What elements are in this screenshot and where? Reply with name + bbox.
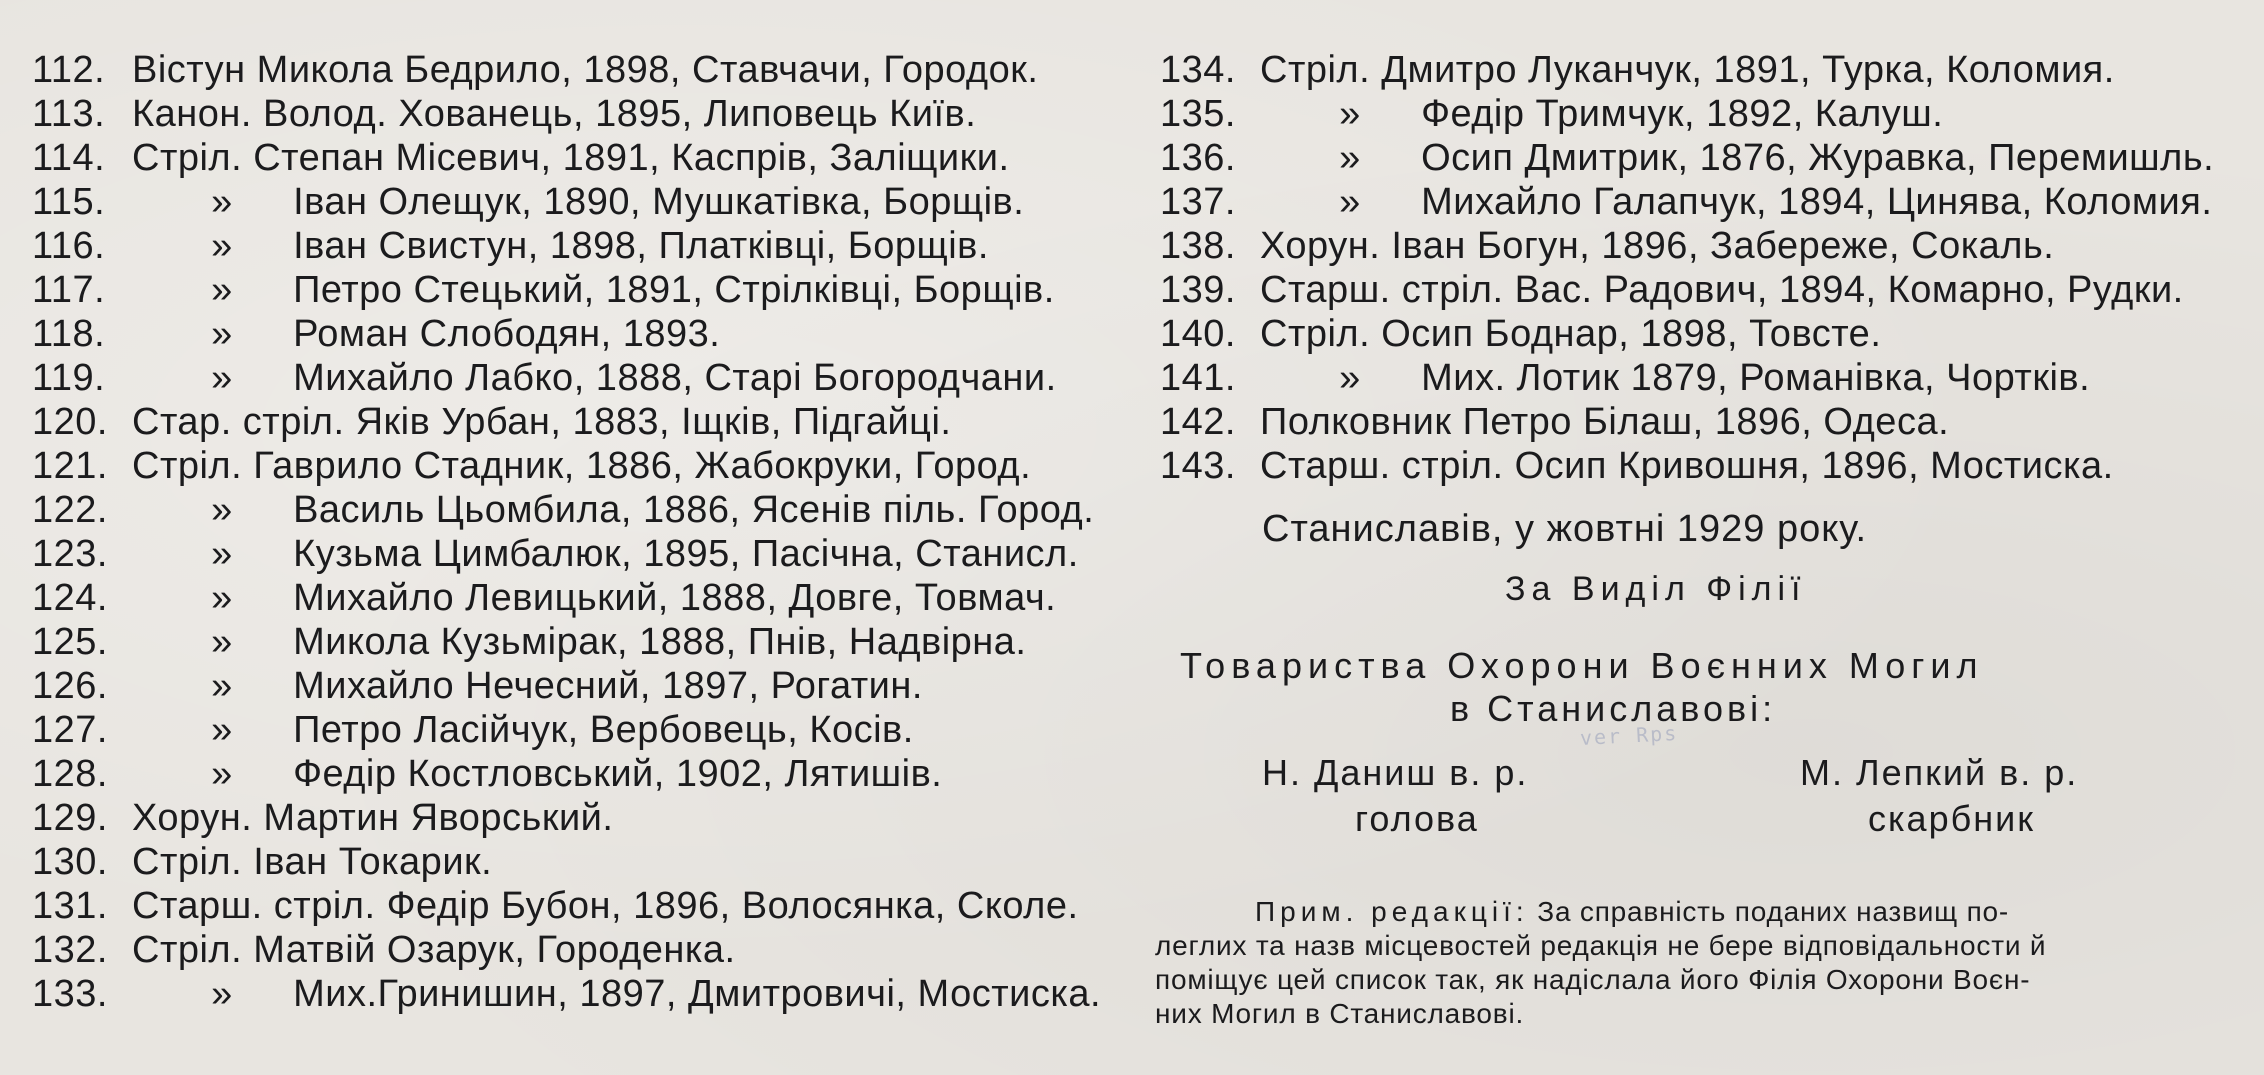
ditto-mark: » [211, 709, 233, 751]
entry-text: Михайло Нечесний, 1897, Рогатин. [293, 665, 923, 707]
entry-text: Микола Кузьмірак, 1888, Пнів, Надвірна. [293, 621, 1027, 663]
entry-rank: Стріл. [132, 841, 243, 883]
entry-text: Гаврило Стадник, 1886, Жабокруки, Город. [253, 445, 1032, 487]
entry-number: 130. [32, 841, 108, 883]
note-text-1: За справність поданих назвищ по- [1537, 896, 2010, 927]
signature-right-role: скарбник [1868, 798, 2035, 839]
entry-number: 120. [32, 401, 108, 443]
entry-number: 133. [32, 973, 108, 1015]
editorial-note [1155, 895, 2225, 1031]
entry-text: Петро Білаш, 1896, Одеса. [1462, 401, 1950, 443]
list-row [1160, 356, 2240, 400]
entry-text: Михайло Лабко, 1888, Старі Богородчани. [293, 357, 1057, 399]
entry-number: 125. [32, 621, 108, 663]
entry-number: 128. [32, 753, 108, 795]
entry-text: Осип Кривошня, 1896, Мостиска. [1514, 445, 2114, 487]
signature-left-role: голова [1355, 798, 1479, 839]
list-row [32, 312, 1112, 356]
list-row [32, 268, 1112, 312]
entry-text: Іван Токарик. [253, 841, 493, 883]
entry-text: Михайло Левицький, 1888, Довге, Товмач. [293, 577, 1057, 619]
list-row [32, 48, 1112, 92]
list-row [32, 400, 1112, 444]
entry-number: 126. [32, 665, 108, 707]
list-row [32, 488, 1112, 532]
list-row [32, 224, 1112, 268]
note-line-3: поміщує цей список так, як надіслала його Філія Охорони Воєн- [1155, 964, 2031, 995]
list-row [1160, 268, 2240, 312]
entry-number: 138. [1160, 225, 1236, 267]
entry-rank: Стріл. [132, 445, 243, 487]
entry-number: 135. [1160, 93, 1236, 135]
entry-text: Волод. Хованець, 1895, Липовець Київ. [263, 93, 977, 135]
ditto-mark: » [1339, 357, 1361, 399]
entry-text: Петро Стецький, 1891, Стрілківці, Борщів. [293, 269, 1055, 311]
ditto-mark: » [211, 489, 233, 531]
entry-rank: Хорун. [1260, 225, 1381, 267]
ditto-mark: » [211, 577, 233, 619]
ditto-mark: » [211, 313, 233, 355]
entry-number: 140. [1160, 313, 1236, 355]
entry-rank: Полковник [1260, 401, 1452, 443]
entry-number: 136. [1160, 137, 1236, 179]
entry-text: Осип Боднар, 1898, Товсте. [1381, 313, 1882, 355]
entry-text: Кузьма Цимбалюк, 1895, Пасічна, Станисл. [293, 533, 1079, 575]
entry-number: 119. [32, 357, 106, 399]
entry-number: 134. [1160, 49, 1236, 91]
list-row [32, 532, 1112, 576]
entry-rank: Старш. стріл. [1260, 445, 1504, 487]
entry-number: 122. [32, 489, 108, 531]
entry-number: 142. [1160, 401, 1236, 443]
note-line-1 [1155, 895, 2225, 929]
ditto-mark: » [1339, 181, 1361, 223]
entry-text: Яків Урбан, 1883, Іщків, Підгайці. [355, 401, 952, 443]
entry-number: 121. [32, 445, 108, 487]
signature-left-name: Н. Даниш в. р. [1262, 752, 1529, 793]
entry-number: 113. [32, 93, 106, 135]
society-city: в Станиславові: [1450, 688, 1777, 729]
list-row [32, 796, 1112, 840]
entry-rank: Старш. стріл. [1260, 269, 1504, 311]
entry-text: Іван Богун, 1896, Забереже, Сокаль. [1391, 225, 2055, 267]
entry-number: 114. [32, 137, 106, 179]
list-row [32, 92, 1112, 136]
note-line-2: леглих та назв місцевостей редакція не бере відповідальности й [1155, 930, 2047, 961]
list-row [32, 576, 1112, 620]
entry-number: 112. [32, 49, 106, 91]
note-label: Прим. редакції: [1255, 896, 1529, 927]
entry-number: 116. [32, 225, 106, 267]
list-row [32, 136, 1112, 180]
entry-rank: Стріл. [1260, 313, 1371, 355]
entry-text: Осип Дмитрик, 1876, Журавка, Перемишль. [1421, 137, 2215, 179]
list-row [1160, 224, 2240, 268]
entry-text: Мих. Лотик 1879, Романівка, Чортків. [1421, 357, 2091, 399]
list-row [32, 928, 1112, 972]
entry-rank: Стар. стріл. [132, 401, 345, 443]
list-row [32, 620, 1112, 664]
entry-number: 137. [1160, 181, 1236, 223]
ditto-mark: » [211, 621, 233, 663]
ditto-mark: » [1339, 137, 1361, 179]
list-row [32, 444, 1112, 488]
ditto-mark: » [211, 181, 233, 223]
ditto-mark: » [211, 665, 233, 707]
entry-number: 141. [1160, 357, 1236, 399]
entry-text: Роман Слободян, 1893. [293, 313, 721, 355]
entry-rank: Хорун. [132, 797, 253, 839]
entry-text: Мих.Гринишин, 1897, Дмитровичі, Мостиска. [293, 973, 1102, 1015]
list-row [32, 356, 1112, 400]
entry-text: Микола Бедрило, 1898, Ставчачи, Городок. [256, 49, 1039, 91]
entry-rank: Стріл. [132, 137, 243, 179]
place-date-line: Станиславів, у жовтні 1929 року. [1262, 508, 1868, 550]
list-row [32, 708, 1112, 752]
entry-text: Василь Цьомбила, 1886, Ясенів піль. Город. [293, 489, 1095, 531]
entry-text: Михайло Галапчук, 1894, Цинява, Коломия. [1421, 181, 2213, 223]
faded-stamp: ver Rps [1579, 720, 1679, 751]
entry-number: 129. [32, 797, 108, 839]
entry-number: 123. [32, 533, 108, 575]
for-board-heading: За Виділ Філії [1505, 570, 1807, 608]
ditto-mark: » [211, 753, 233, 795]
list-row [1160, 444, 2240, 488]
list-row [32, 884, 1112, 928]
list-row [1160, 312, 2240, 356]
entry-number: 115. [32, 181, 106, 223]
entry-rank: Старш. стріл. [132, 885, 376, 927]
entry-number: 139. [1160, 269, 1236, 311]
entry-number: 143. [1160, 445, 1236, 487]
signature-right-name: М. Лепкий в. р. [1800, 752, 2079, 793]
entry-text: Вас. Радович, 1894, Комарно, Рудки. [1514, 269, 2184, 311]
entry-text: Матвій Озарук, Городенка. [253, 929, 736, 971]
entry-text: Дмитро Луканчук, 1891, Турка, Коломия. [1381, 49, 2115, 91]
entry-number: 132. [32, 929, 108, 971]
entry-number: 124. [32, 577, 108, 619]
list-row [32, 752, 1112, 796]
list-row [1160, 180, 2240, 224]
ditto-mark: » [211, 269, 233, 311]
ditto-mark: » [211, 973, 233, 1015]
entry-number: 127. [32, 709, 108, 751]
entry-number: 118. [32, 313, 106, 355]
list-row [32, 840, 1112, 884]
ditto-mark: » [211, 357, 233, 399]
ditto-mark: » [211, 533, 233, 575]
entry-text: Федір Костловський, 1902, Лятишів. [293, 753, 943, 795]
entry-text: Федір Бубон, 1896, Волосянка, Сколе. [386, 885, 1079, 927]
entry-text: Степан Місевич, 1891, Каспрів, Заліщики. [253, 137, 1010, 179]
right-column-list [1160, 48, 2240, 488]
note-line-4: них Могил в Станиславові. [1155, 998, 1525, 1029]
ditto-mark: » [211, 225, 233, 267]
left-column-list [32, 48, 1112, 1016]
entry-text: Федір Тримчук, 1892, Калуш. [1421, 93, 1944, 135]
entry-text: Іван Олещук, 1890, Мушкатівка, Борщів. [293, 181, 1025, 223]
entry-text: Мартин Яворський. [263, 797, 614, 839]
ditto-mark: » [1339, 93, 1361, 135]
society-name: Товариства Охорони Воєнних Могил [1180, 645, 1984, 686]
list-row [1160, 136, 2240, 180]
list-row [32, 972, 1112, 1016]
list-row [32, 180, 1112, 224]
entry-rank: Вістун [132, 49, 246, 91]
list-row [1160, 48, 2240, 92]
list-row [1160, 400, 2240, 444]
entry-number: 131. [32, 885, 108, 927]
entry-text: Петро Ласійчук, Вербовець, Косів. [293, 709, 914, 751]
list-row [1160, 92, 2240, 136]
entry-rank: Канон. [132, 93, 252, 135]
entry-rank: Стріл. [132, 929, 243, 971]
entry-text: Іван Свистун, 1898, Платківці, Борщів. [293, 225, 989, 267]
entry-number: 117. [32, 269, 106, 311]
entry-rank: Стріл. [1260, 49, 1371, 91]
list-row [32, 664, 1112, 708]
